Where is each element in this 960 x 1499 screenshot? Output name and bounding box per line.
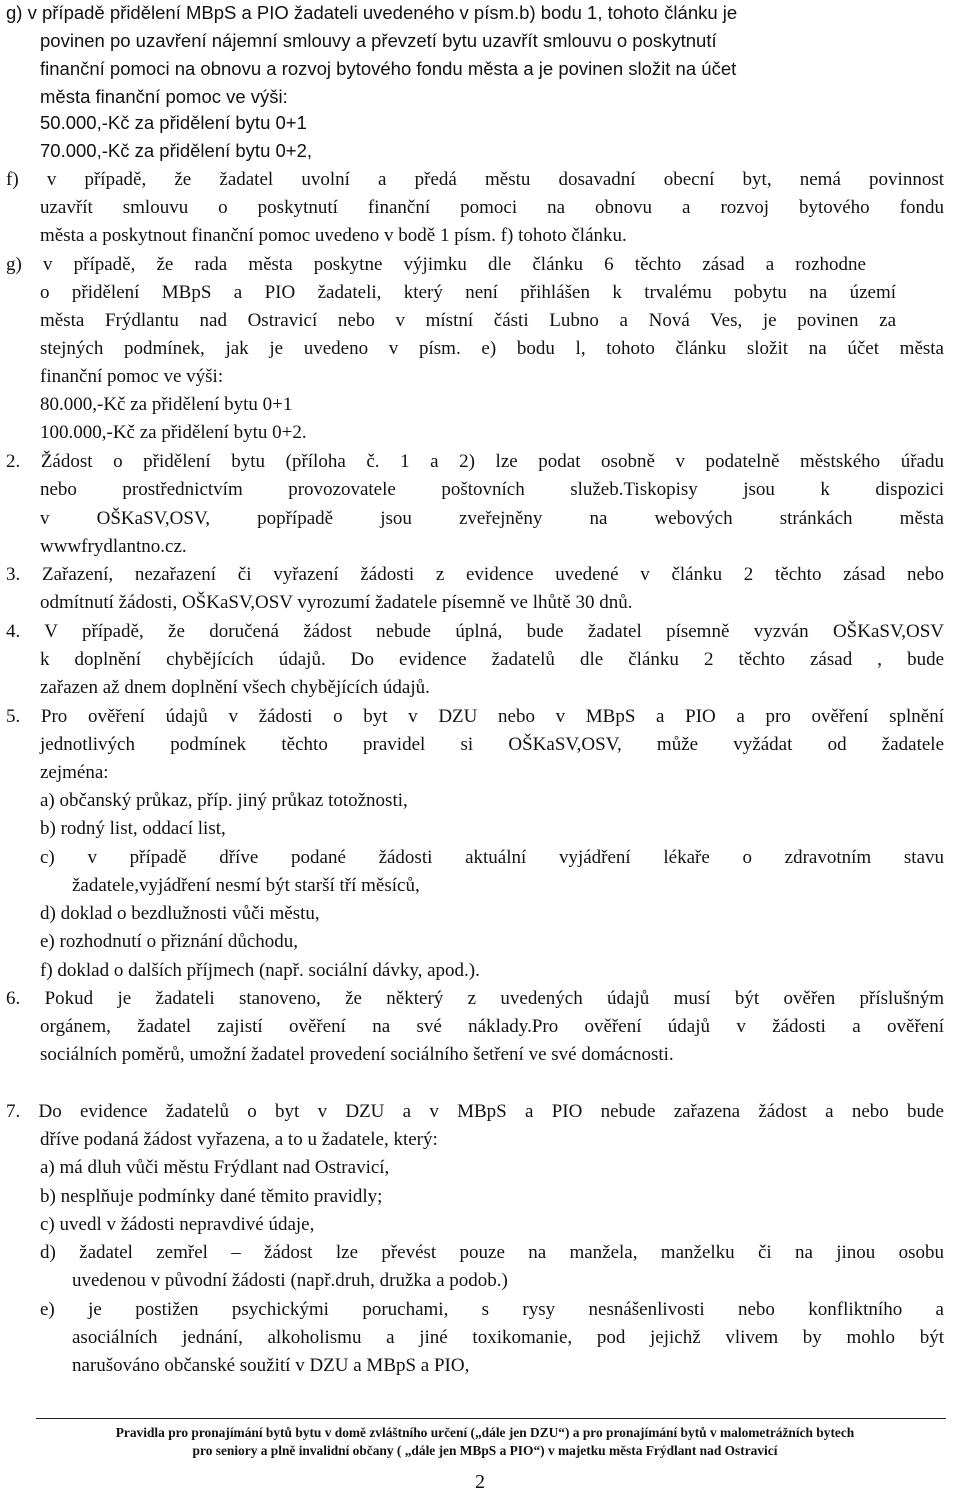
- text-line: žadatele,vyjádření nesmí být starší tří měsíců,: [72, 875, 420, 896]
- text-line: 5. Pro ověření údajů v žádosti o byt v DZU nebo v MBpS a PIO a pro ověření splnění: [6, 706, 944, 727]
- text-line: 3. Zařazení, nezařazení či vyřazení žádosti z evidence uvedené v článku 2 těchto zásad nebo: [6, 564, 944, 585]
- text-line: nebo prostřednictvím provozovatele poštovních služeb.Tiskopisy jsou k dispozici: [40, 479, 944, 500]
- text-line: povinen po uzavření nájemní smlouvy a převzetí bytu uzavřít smlouvu o poskytnutí: [40, 30, 717, 51]
- text-line: zařazen až dnem doplnění všech chybějících údajů.: [40, 677, 430, 698]
- text-line: g) v případě přidělení MBpS a PIO žadateli uvedeného v písm.b) bodu 1, tohoto článku je: [6, 2, 738, 23]
- text-line: dříve podaná žádost vyřazena, a to u žadatele, který:: [40, 1129, 438, 1150]
- text-line: zejména:: [40, 762, 109, 783]
- text-line: orgánem, žadatel zajistí ověření na své náklady.Pro ověření údajů v žádosti a ověření: [40, 1016, 944, 1037]
- page-number: 2: [475, 1471, 485, 1493]
- text-line: a) občanský průkaz, příp. jiný průkaz totožnosti,: [40, 790, 408, 811]
- text-line: o přidělení MBpS a PIO žadateli, který není přihlášen k trvalému pobytu na území: [40, 282, 896, 303]
- text-line: e) je postižen psychickými poruchami, s rysy nesnášenlivosti nebo konfliktního a: [40, 1299, 944, 1320]
- text-line: b) nesplňuje podmínky dané těmito pravidly;: [40, 1186, 383, 1207]
- text-line: g) v případě, že rada města poskytne výjimku dle článku 6 těchto zásad a rozhodne: [6, 254, 866, 275]
- text-line: 2. Žádost o přidělení bytu (příloha č. 1 a 2) lze podat osobně v podatelně městského úřadu: [6, 451, 944, 472]
- text-line: b) rodný list, oddací list,: [40, 818, 226, 839]
- text-line: d) doklad o bezdlužnosti vůči městu,: [40, 903, 320, 924]
- text-line: f) v případě, že žadatel uvolní a předá městu dosavadní obecní byt, nemá povinnost: [6, 169, 944, 190]
- text-line: k doplnění chybějících údajů. Do evidence žadatelů dle článku 2 těchto zásad , bude: [40, 649, 944, 670]
- text-line: 6. Pokud je žadateli stanoveno, že některý z uvedených údajů musí být ověřen příslušným: [6, 988, 944, 1009]
- text-line: c) v případě dříve podané žádosti aktuální vyjádření lékaře o zdravotním stavu: [40, 847, 944, 868]
- text-line: v OŠKaSV,OSV, popřípadě jsou zveřejněny na webových stránkách města: [40, 508, 944, 529]
- text-line: 70.000,-Kč za přidělení bytu 0+2,: [40, 140, 313, 161]
- text-line: finanční pomoc ve výši:: [40, 366, 224, 387]
- text-line: stejných podmínek, jak je uvedeno v písm. e) bodu l, tohoto článku složit na účet města: [40, 338, 944, 359]
- text-line: narušováno občanské soužití v DZU a MBpS a PIO,: [72, 1355, 470, 1376]
- text-line: sociálních poměrů, umožní žadatel provedení sociálního šetření ve své domácnosti.: [40, 1044, 674, 1065]
- footer-line-1: Pravidla pro pronajímání bytů bytu v domě zvláštního určení („dále jen DZU“) a pro pronajímání bytů v malometrážních bytech: [115, 1425, 855, 1440]
- text-line: uzavřít smlouvu o poskytnutí finanční pomoci na obnovu a rozvoj bytového fondu: [40, 197, 944, 218]
- text-line: 4. V případě, že doručená žádost nebude úplná, bude žadatel písemně vyzván OŠKaSV,OSV: [6, 621, 944, 642]
- text-line: d) žadatel zemřel – žádost lze převést pouze na manželа, manželku či na jinou osobu: [40, 1242, 944, 1263]
- text-line: města Frýdlantu nad Ostravicí nebo v místní části Lubno a Nová Ves, je povinen za: [40, 310, 896, 331]
- footer-line-2: pro seniory a plně invalidní občany ( „dále jen MBpS a PIO“) v majetku města Frýdlant nad Ostravicí: [192, 1443, 778, 1458]
- text-line: c) uvedl v žádosti nepravdivé údaje,: [40, 1214, 315, 1235]
- text-line: finanční pomoci na obnovu a rozvoj bytového fondu města a je povinen složit na účet: [40, 58, 737, 79]
- footer-divider: [36, 1418, 946, 1419]
- text-line: uvedenou v původní žádosti (např.druh, družka a podob.): [72, 1270, 508, 1291]
- text-line: 50.000,-Kč za přidělení bytu 0+1: [40, 112, 307, 133]
- text-line: 7. Do evidence žadatelů o byt v DZU a v MBpS a PIO nebude zařazena žádost a nebo bude: [6, 1101, 944, 1122]
- text-line: asociálních jednání, alkoholismu a jiné toxikomanie, pod jejichž vlivem by mohlo být: [72, 1327, 944, 1348]
- text-line: odmítnutí žádosti, OŠKaSV,OSV vyrozumí žadatele písemně ve lhůtě 30 dnů.: [40, 592, 633, 613]
- text-line: e) rozhodnutí o přiznání důchodu,: [40, 931, 299, 952]
- text-line: 80.000,-Kč za přidělení bytu 0+1: [40, 394, 293, 415]
- text-line: jednotlivých podmínek těchto pravidel si OŠKaSV,OSV, může vyžádat od žadatele: [40, 734, 944, 755]
- text-line: f) doklad o dalších příjmech (např. sociální dávky, apod.).: [40, 960, 480, 981]
- text-line: 100.000,-Kč za přidělení bytu 0+2.: [40, 422, 307, 443]
- text-line: a) má dluh vůči městu Frýdlant nad Ostravicí,: [40, 1157, 390, 1178]
- text-line: wwwfrydlantno.cz.: [40, 536, 187, 557]
- text-line: města a poskytnout finanční pomoc uvedeno v bodě 1 písm. f) tohoto článku.: [40, 225, 627, 246]
- text-line: města finanční pomoc ve výši:: [40, 86, 288, 107]
